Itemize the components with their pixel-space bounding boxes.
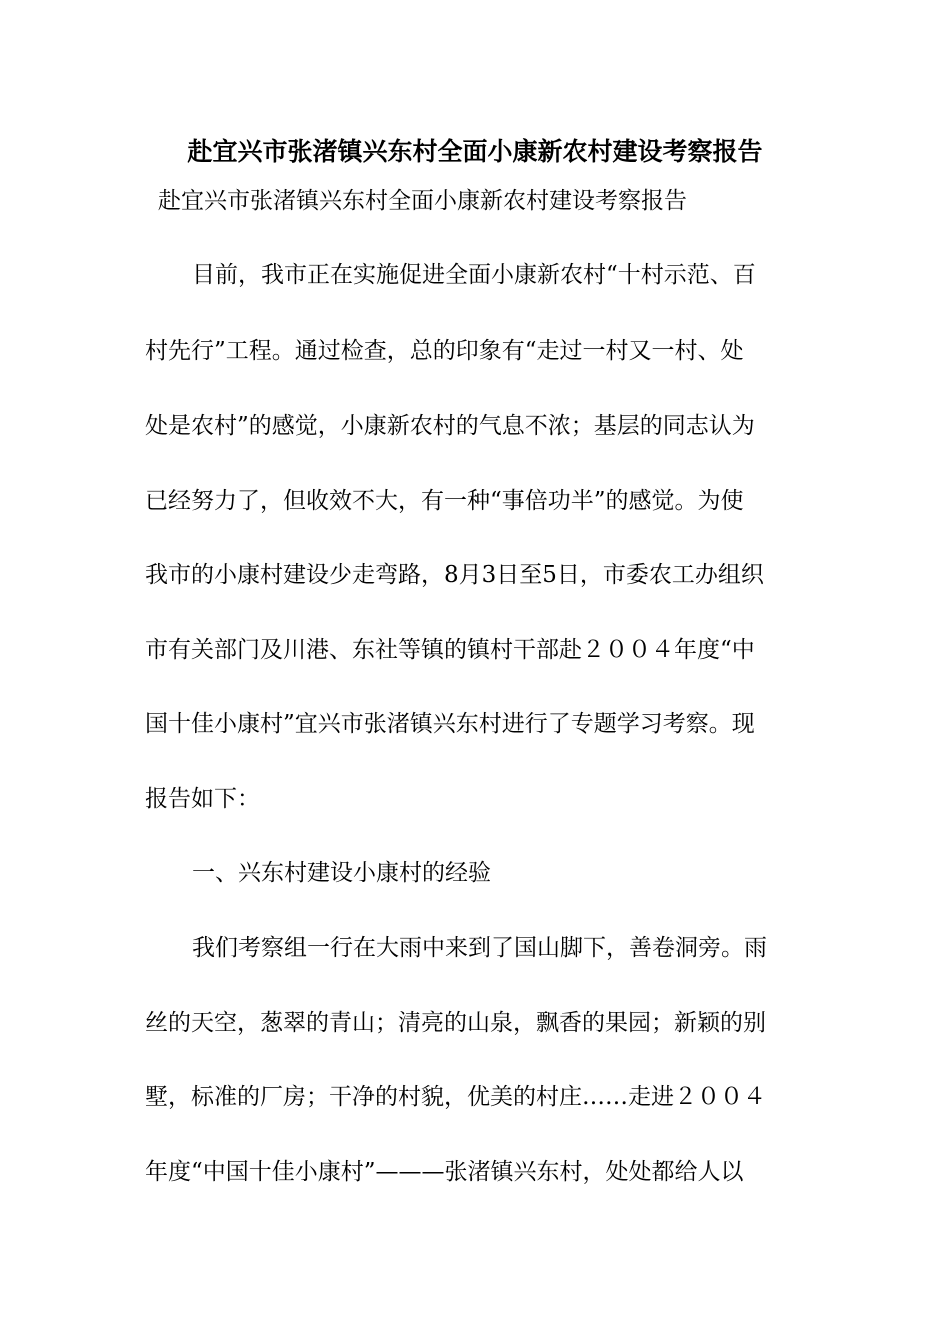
document-subtitle: 赴宜兴市张渚镇兴东村全面小康新农村建设考察报告 <box>158 188 687 214</box>
paragraph-line: 目前，我市正在实施促进全面小康新农村“十村示范、百 <box>192 262 756 288</box>
document-title: 赴宜兴市张渚镇兴东村全面小康新农村建设考察报告 <box>187 137 763 166</box>
paragraph-line: 处是农村”的感觉，小康新农村的气息不浓；基层的同志认为 <box>145 413 755 439</box>
paragraph-line: 年度“中国十佳小康村”———张渚镇兴东村，处处都给人以 <box>145 1159 744 1185</box>
paragraph-line: 国十佳小康村”宜兴市张渚镇兴东村进行了专题学习考察。现 <box>145 711 755 737</box>
paragraph-line: 我市的小康村建设少走弯路，8月3日至5日，市委农工办组织 <box>145 562 764 588</box>
section-heading: 一、兴东村建设小康村的经验 <box>192 860 491 886</box>
paragraph-line: 村先行”工程。通过检查，总的印象有“走过一村又一村、处 <box>145 338 744 364</box>
paragraph-line: 我们考察组一行在大雨中来到了国山脚下，善卷洞旁。雨 <box>192 935 767 961</box>
paragraph-line: 报告如下： <box>145 786 260 812</box>
paragraph-line: 市有关部门及川港、东社等镇的镇村干部赴２００４年度“中 <box>145 637 755 663</box>
paragraph-line: 已经努力了，但收效不大，有一种“事倍功半”的感觉。为使 <box>145 488 744 514</box>
paragraph-line: 丝的天空，葱翠的青山；清亮的山泉，飘香的果园；新颖的别 <box>145 1010 766 1036</box>
paragraph-line: 墅，标准的厂房；干净的村貌，优美的村庄……走进２００４ <box>145 1084 766 1110</box>
